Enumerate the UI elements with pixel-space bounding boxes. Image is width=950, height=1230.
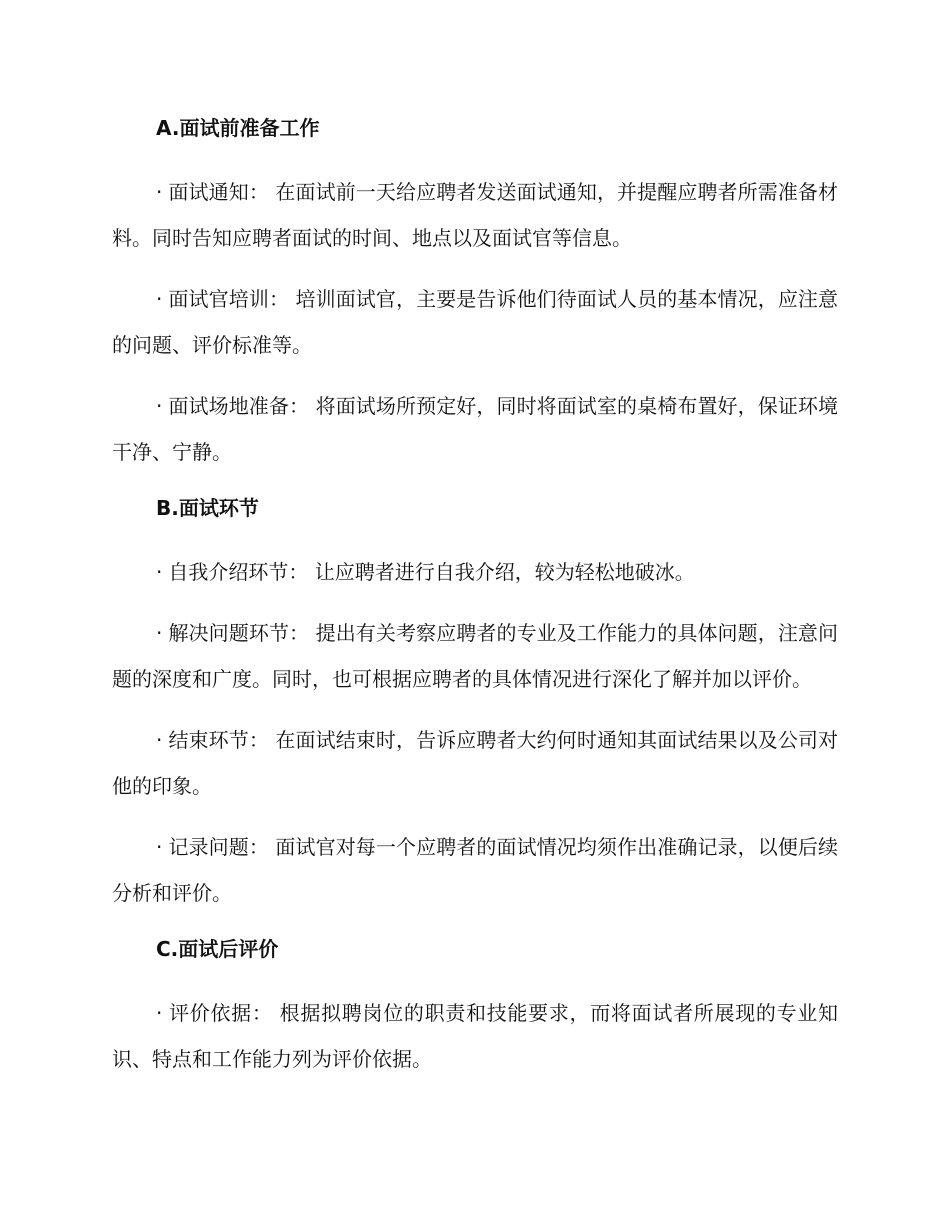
item-label: 结束环节：	[168, 728, 269, 752]
bullet-glyph: ·	[156, 1001, 163, 1025]
section-heading-a: A.面试前准备工作	[156, 116, 320, 140]
bullet-glyph: ·	[156, 394, 163, 418]
paragraph-evaluation-basis	[112, 990, 838, 1082]
item-text: 在面试结束时，告诉应聘者大约何时通知其面试结果以及公司对他的印象。	[112, 728, 839, 798]
item-label: 面试通知：	[168, 180, 269, 204]
item-label: 自我介绍环节：	[168, 560, 309, 584]
item-text: 让应聘者进行自我介绍，较为轻松地破冰。	[314, 560, 695, 584]
item-label: 解决问题环节：	[168, 621, 310, 645]
item-text: 培训面试官，主要是告诉他们待面试人员的基本情况，应注意的问题、评价标准等。	[112, 287, 839, 357]
item-text: 将面试场所预定好，同时将面试室的桌椅布置好，保证环境干净、宁静。	[112, 394, 839, 464]
paragraph-record-issues	[112, 824, 838, 916]
section-heading-c: C.面试后评价	[156, 937, 279, 961]
paragraph-self-introduction	[112, 549, 838, 595]
paragraph-venue-preparation	[112, 383, 838, 475]
item-text: 根据拟聘岗位的职责和技能要求，而将面试者所展现的专业知识、特点和工作能力列为评价依据。	[112, 1001, 839, 1071]
paragraph-interview-notice	[112, 169, 838, 261]
section-heading-b: B.面试环节	[156, 496, 259, 520]
paragraph-interviewer-training	[112, 276, 838, 368]
paragraph-closing	[112, 717, 838, 809]
bullet-glyph: ·	[156, 728, 163, 752]
bullet-glyph: ·	[156, 180, 163, 204]
item-text: 提出有关考察应聘者的专业及工作能力的具体问题，注意问题的深度和广度。同时，也可根据应聘者的具体情况进行深化了解并加以评价。	[112, 621, 839, 691]
bullet-glyph: ·	[156, 560, 163, 584]
bullet-glyph: ·	[156, 621, 163, 645]
item-label: 面试官培训：	[168, 287, 290, 311]
bullet-glyph: ·	[156, 287, 163, 311]
item-text: 面试官对每一个应聘者的面试情况均须作出准确记录，以便后续分析和评价。	[112, 835, 839, 905]
item-text: 在面试前一天给应聘者发送面试通知，并提醒应聘者所需准备材料。同时告知应聘者面试的时间、地点以及面试官等信息。	[112, 180, 839, 250]
item-label: 面试场地准备：	[168, 394, 310, 418]
item-label: 记录问题：	[168, 835, 269, 859]
paragraph-problem-solving	[112, 610, 838, 702]
bullet-glyph: ·	[156, 835, 163, 859]
item-label: 评价依据：	[168, 1001, 273, 1025]
